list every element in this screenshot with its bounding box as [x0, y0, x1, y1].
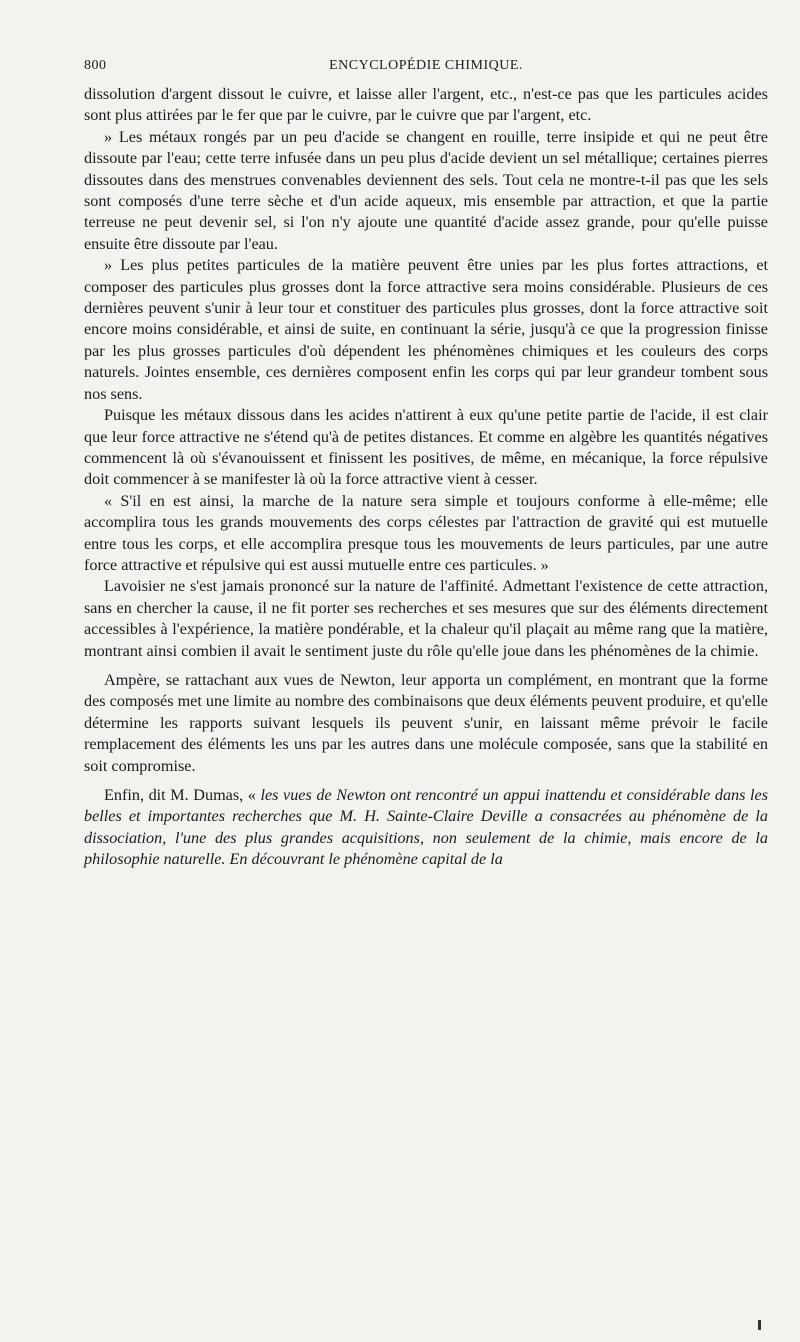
paragraph-1: dissolution d'argent dissout le cuivre, et laisse aller l'argent, etc., n'est-ce pas que les particules acides sont plus attirées par le fer que par le cuivre, par le cuivre que par l'argent, etc.: [84, 85, 768, 125]
paragraph-7: Ampère, se rattachant aux vues de Newton, leur apporta un complément, en montrant que la forme des composés met une limite au nombre des combinaisons que deux éléments peuvent produire, et qu'elle détermine les rapports suivant lesquels ils peuvent s'unir, en laissant même prévoir le facile remplacement des éléments les uns par les autres dans une molécule composée, sans que la stabilité en soit compromise.: [84, 670, 768, 775]
paragraph-8: [84, 785, 768, 871]
page-header: [84, 58, 768, 74]
paragraph-2: » Les métaux rongés par un peu d'acide se changent en rouille, terre insipide et qui ne peut être dissoute par l'eau; cette terre infusée dans un peu plus d'acide devient un sel métallique; certaines pierres dissoutes dans des menstrues convenables deviennent des sels. Tout cela ne montre-t-il pas que les sels sont composés d'une terre sèche et d'un acide aqueux, mis ensemble par attraction, et que la partie terreuse ne peut devenir sel, si l'on n'y ajoute une quantité d'acide assez grande, pour qu'elle puisse ensuite être dissoute par l'eau.: [84, 127, 768, 253]
page-number: 800: [84, 58, 107, 73]
page-edge-mark: [758, 1320, 761, 1330]
paragraph-6: Lavoisier ne s'est jamais prononcé sur la nature de l'affinité. Admettant l'existence de cette attraction, sans en chercher la cause, il ne fit porter ses recherches et ses mesures que sur des éléments directement accessibles à l'expérience, la matière pondérable, et la chaleur qu'il plaçait au même rang que la matière, montrant ainsi combien il avait le sentiment juste du rôle qu'elle joue dans les phénomènes de la chimie.: [84, 577, 768, 660]
paragraph-8-lead: Enfin, dit M. Dumas, «: [104, 786, 261, 804]
running-title: ENCYCLOPÉDIE CHIMIQUE.: [329, 58, 523, 73]
paragraph-3: » Les plus petites particules de la matière peuvent être unies par les plus fortes attractions, et composer des particules plus grosses dont la force attractive sera moins considérable. Plusieurs de ces dernières peuvent s'unir à leur tour et constituer des particules plus grosses, dont la force attractive soit encore moins considérable, et ainsi de suite, en continuant la série, jusqu'à ce que la progression finisse par les plus grosses particules d'où dépendent les phénomènes chimiques et les couleurs des corps naturels. Jointes ensemble, ces dernières composent enfin les corps qui par leur grandeur tombent sous nos sens.: [84, 256, 768, 403]
paragraph-4: Puisque les métaux dissous dans les acides n'attirent à eux qu'une petite partie de l'acide, il est clair que leur force attractive ne s'étend qu'à de petites distances. Et comme en algèbre les quantités négatives commencent là où s'évanouissent et finissent les positives, de même, en mécanique, la force répulsive doit commencer à se manifester là où la force attractive vient à cesser.: [84, 406, 768, 489]
paragraph-8-quote: les vues de Newton ont rencontré un appui inattendu et considérable dans les belles et importantes recherches que M. H. Sainte-Claire Deville a consacrées au phénomène de la dissociation, l'une des plus grandes acquisitions, non seulement de la chimie, mais encore de la philosophie naturelle. En découvrant le phénomène capital de la: [84, 786, 768, 869]
paragraph-5: « S'il en est ainsi, la marche de la nature sera simple et toujours conforme à elle-même; elle accomplira tous les grands mouvements des corps célestes par l'attraction de gravité qui est mutuelle entre tous les corps, et elle accomplira presque tous les mouvements de leurs particules, par une autre force attractive et répulsive qui est aussi mutuelle entre ces particules. »: [84, 491, 768, 574]
document-page: [84, 58, 768, 871]
